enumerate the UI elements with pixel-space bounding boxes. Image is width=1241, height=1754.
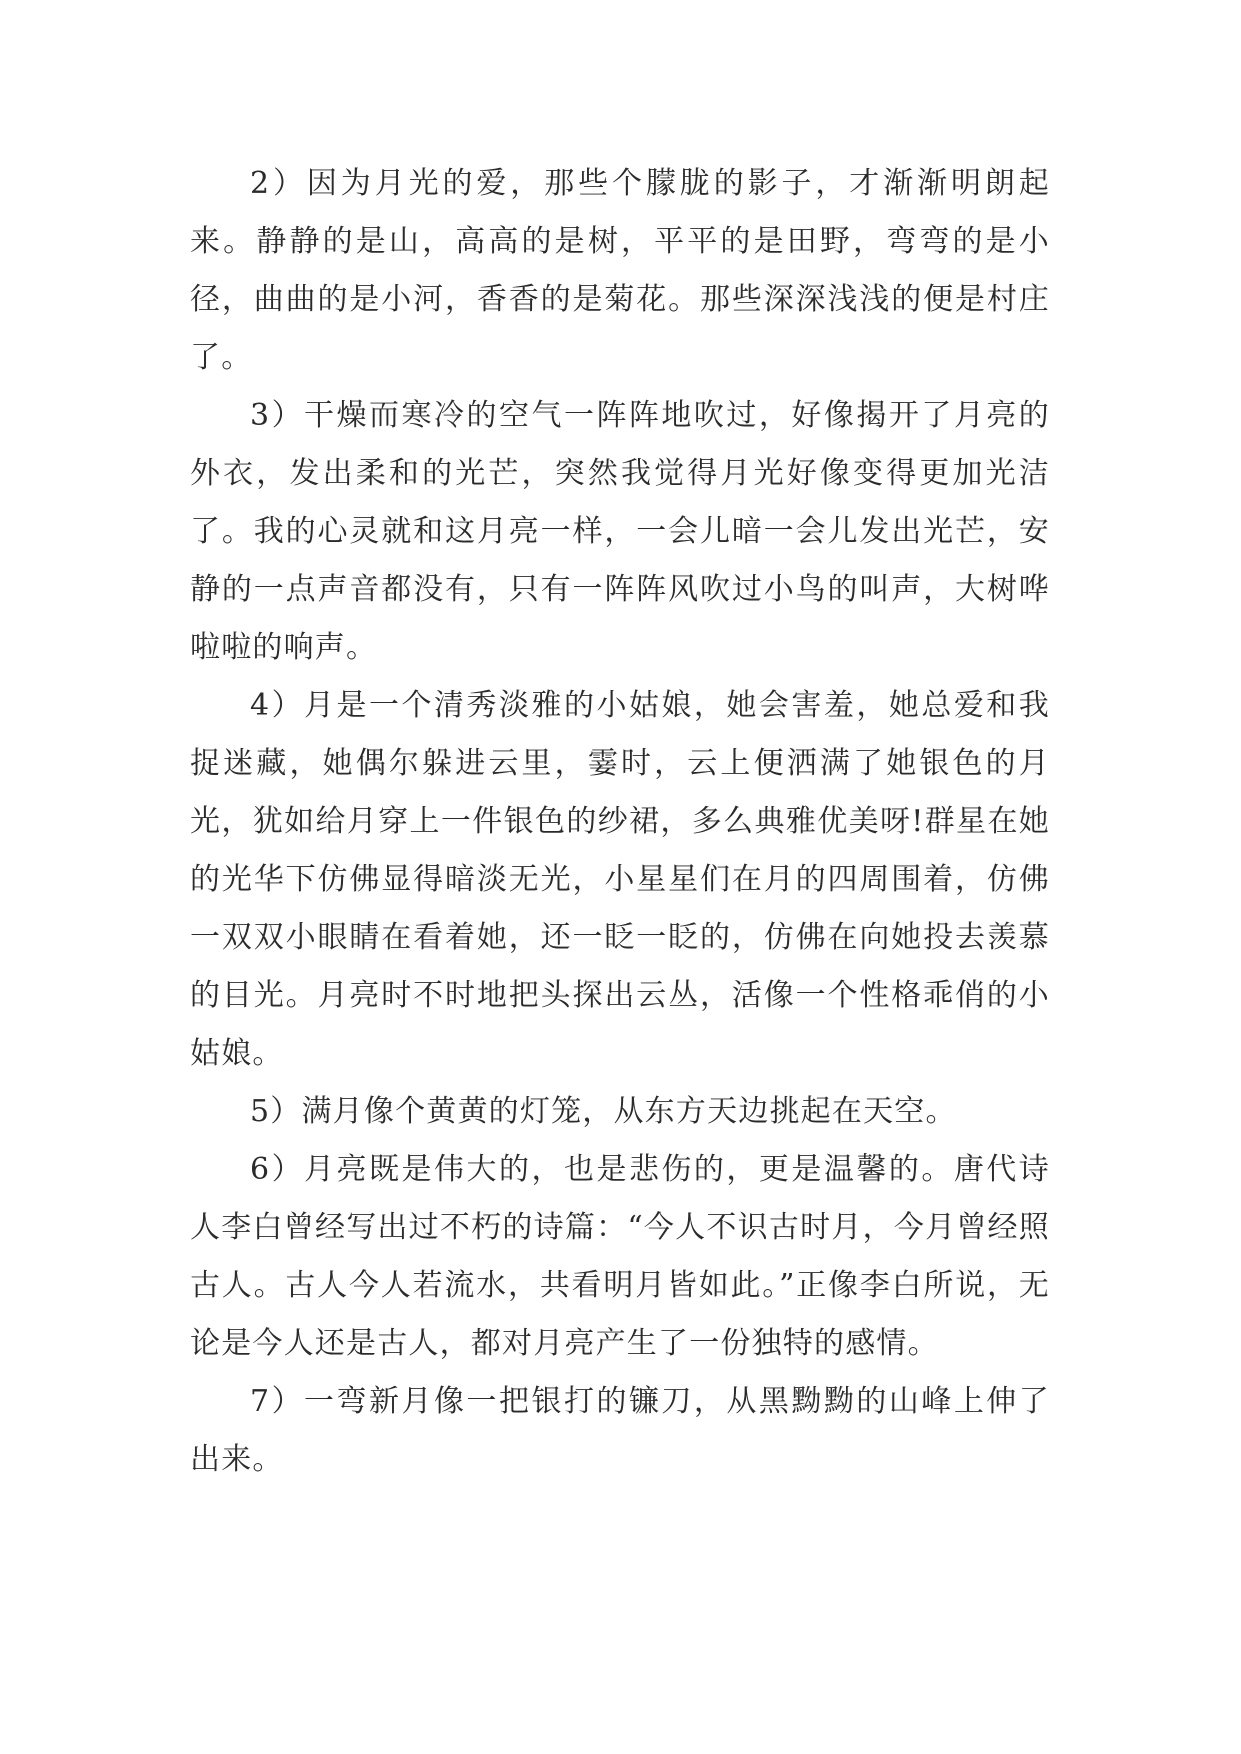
paragraph-7: 7）一弯新月像一把银打的镰刀，从黑黝黝的山峰上伸了出来。 [190, 1384, 1050, 1477]
paragraph-2: 2）因为月光的爱，那些个朦胧的影子，才渐渐明朗起来。静静的是山，高高的是树，平平的是田野，弯弯的是小径，曲曲的是小河，香香的是菊花。那些深深浅浅的便是村庄了。 [190, 166, 1050, 375]
paragraph-3: 3）干燥而寒冷的空气一阵阵地吹过，好像揭开了月亮的外衣，发出柔和的光芒，突然我觉得月光好像变得更加光洁了。我的心灵就和这月亮一样，一会儿暗一会儿发出光芒，安静的一点声音都没有，只有一阵阵风吹过小鸟的叫声，大树哗啦啦的响声。 [190, 398, 1050, 665]
paragraph-6: 6）月亮既是伟大的，也是悲伤的，更是温馨的。唐代诗人李白曾经写出过不朽的诗篇：“今人不识古时月，今月曾经照古人。古人今人若流水，共看明月皆如此。”正像李白所说，无论是今人还是古人，都对月亮产生了一份独特的感情。 [190, 1152, 1050, 1361]
paragraph-4: 4）月是一个清秀淡雅的小姑娘，她会害羞，她总爱和我捉迷藏，她偶尔躲进云里，霎时，云上便洒满了她银色的月光，犹如给月穿上一件银色的纱裙，多么典雅优美呀!群星在她的光华下仿佛显得暗淡无光，小星星们在月的四周围着，仿佛一双双小眼睛在看着她，还一眨一眨的，仿佛在向她投去羡慕的目光。月亮时不时地把头探出云丛，活像一个性格乖俏的小姑娘。 [190, 688, 1050, 1071]
document-body [190, 155, 1050, 1489]
paragraph-5: 5）满月像个黄黄的灯笼，从东方天边挑起在天空。 [250, 1094, 957, 1129]
